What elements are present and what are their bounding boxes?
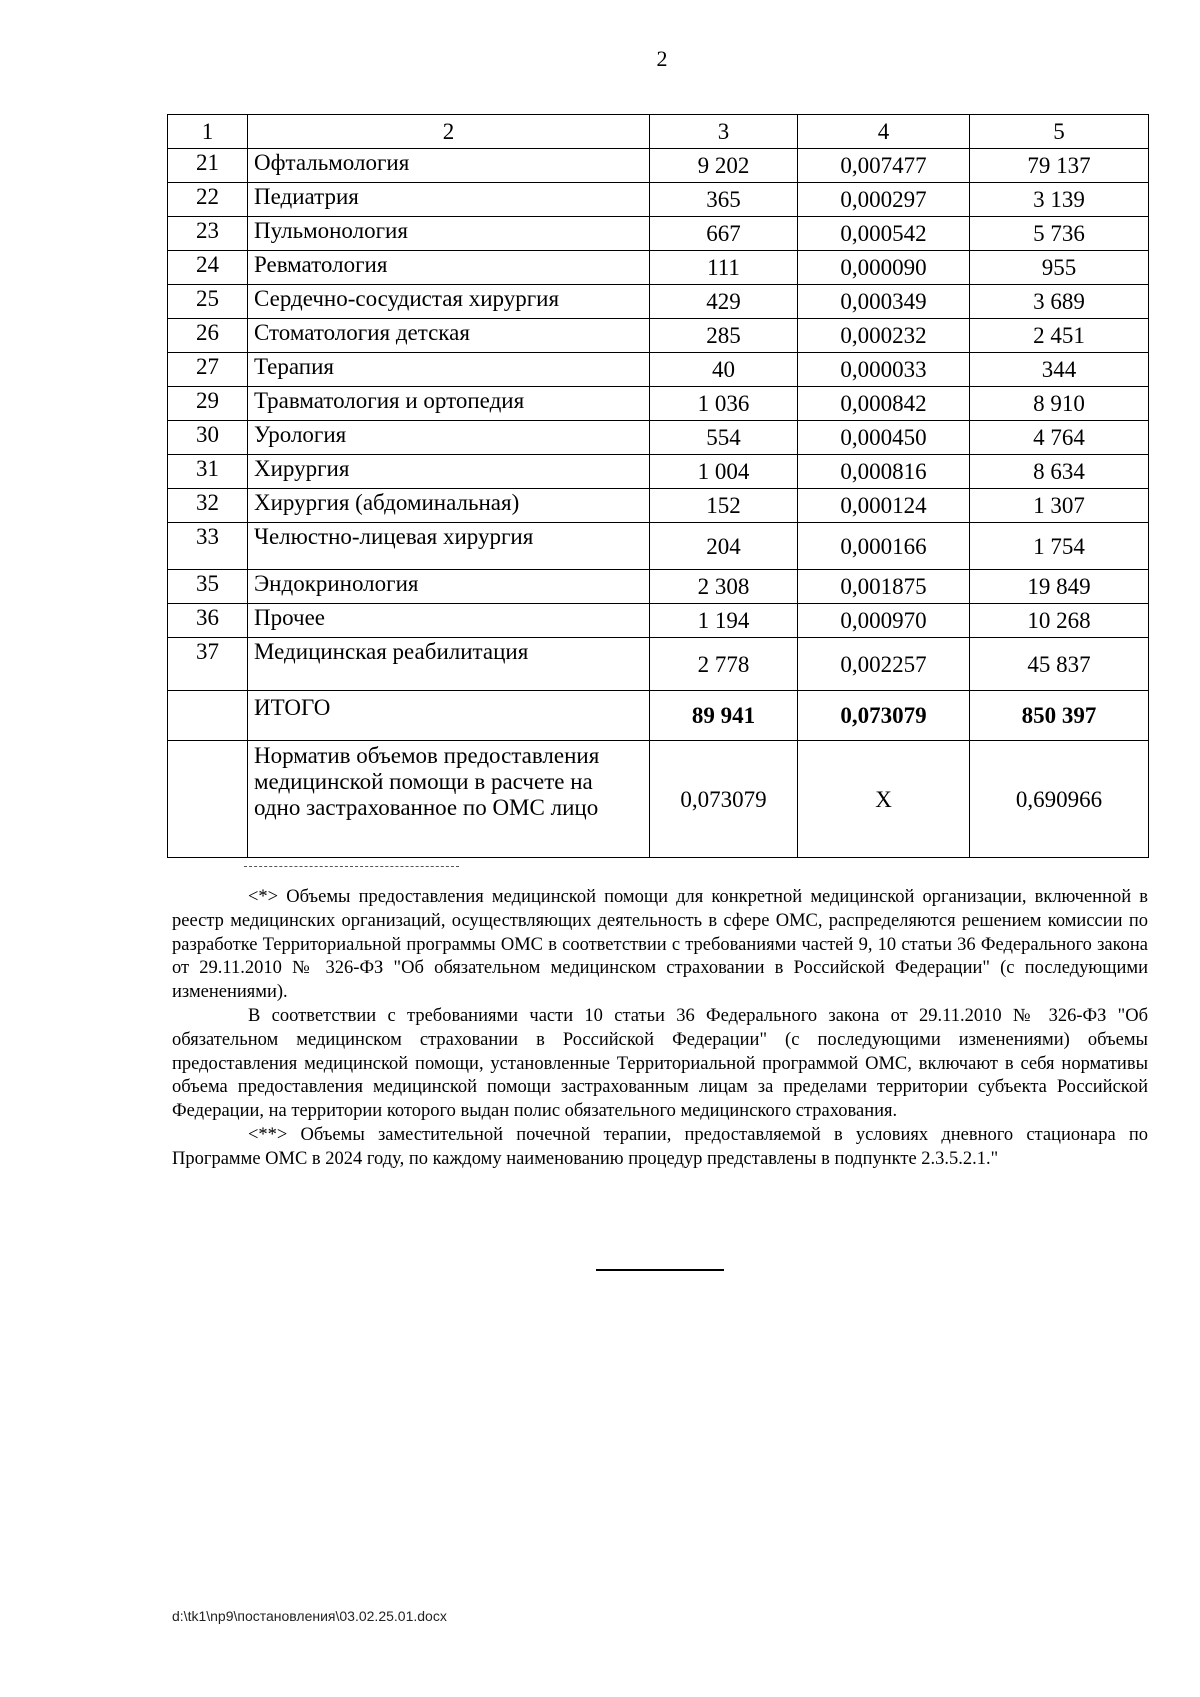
row-number: 33 — [168, 523, 248, 570]
row-col3: 429 — [650, 285, 798, 319]
row-name: Медицинская реабилитация — [248, 638, 650, 691]
table-row — [168, 285, 1149, 319]
row-col5: 10 268 — [970, 604, 1149, 638]
row-name: Травматология и ортопедия — [248, 387, 650, 421]
header-cell: 3 — [650, 115, 798, 149]
row-col4: 0,007477 — [798, 149, 970, 183]
row-col5: 8 910 — [970, 387, 1149, 421]
norm-row — [168, 741, 1149, 858]
row-col3: 111 — [650, 251, 798, 285]
page-number: 2 — [656, 46, 668, 71]
row-col4: 0,000816 — [798, 455, 970, 489]
row-number: 30 — [168, 421, 248, 455]
row-col4: 0,002257 — [798, 638, 970, 691]
row-number: 31 — [168, 455, 248, 489]
table-row — [168, 251, 1149, 285]
total-row — [168, 691, 1149, 741]
row-col3: 1 194 — [650, 604, 798, 638]
total-col3: 89 941 — [650, 691, 798, 741]
row-name: Педиатрия — [248, 183, 650, 217]
table-row — [168, 319, 1149, 353]
row-number: 27 — [168, 353, 248, 387]
row-col5: 8 634 — [970, 455, 1149, 489]
row-name: Эндокринология — [248, 570, 650, 604]
total-col4: 0,073079 — [798, 691, 970, 741]
row-number: 37 — [168, 638, 248, 691]
row-col5: 5 736 — [970, 217, 1149, 251]
total-number-cell — [168, 691, 248, 741]
row-col5: 955 — [970, 251, 1149, 285]
row-col4: 0,000124 — [798, 489, 970, 523]
norm-label: Норматив объемов предоставления медицинской помощи в расчете на одно застрахованное по ОМС лицо — [248, 741, 650, 858]
row-col5: 19 849 — [970, 570, 1149, 604]
row-number: 22 — [168, 183, 248, 217]
row-col5: 2 451 — [970, 319, 1149, 353]
header-cell: 5 — [970, 115, 1149, 149]
row-name: Ревматология — [248, 251, 650, 285]
row-col3: 2 308 — [650, 570, 798, 604]
row-col5: 79 137 — [970, 149, 1149, 183]
table-row — [168, 489, 1149, 523]
row-col3: 667 — [650, 217, 798, 251]
footnotes — [172, 886, 1148, 1172]
row-col5: 344 — [970, 353, 1149, 387]
norm-col3: 0,073079 — [650, 741, 798, 858]
row-name: Прочее — [248, 604, 650, 638]
row-col4: 0,000297 — [798, 183, 970, 217]
row-col3: 1 004 — [650, 455, 798, 489]
row-col4: 0,000232 — [798, 319, 970, 353]
table-row — [168, 455, 1149, 489]
table-row — [168, 183, 1149, 217]
row-col4: 0,000450 — [798, 421, 970, 455]
total-label: ИТОГО — [248, 691, 650, 741]
row-col4: 0,000166 — [798, 523, 970, 570]
row-number: 24 — [168, 251, 248, 285]
table-row — [168, 149, 1149, 183]
row-name: Челюстно-лицевая хирургия — [248, 523, 650, 570]
row-number: 25 — [168, 285, 248, 319]
footnote-1: <*> Объемы предоставления медицинской помощи для конкретной медицинской организации, включенной в реестр медицинских организаций, осуществляющих деятельность в сфере ОМС, распределяются решением комиссии по разработке Территориальной программы ОМС в соответствии с требованиями частей 9, 10 статьи 36 Федерального закона от 29.11.2010 № 326-ФЗ "Об обязательном медицинском страховании в Российской Федерации" (с последующими изменениями). — [172, 887, 1148, 1003]
row-col3: 40 — [650, 353, 798, 387]
table-header-row — [168, 115, 1149, 149]
footnote-3: <**> Объемы заместительной почечной терапии, предоставляемой в условиях дневного стационара по Программе ОМС в 2024 году, по каждому наименованию процедур представлены в подпункте 2.3.5.2.1." — [172, 1124, 1148, 1169]
row-name: Хирургия — [248, 455, 650, 489]
norm-col5: 0,690966 — [970, 741, 1149, 858]
volumes-table — [167, 114, 1149, 858]
row-col5: 1 754 — [970, 523, 1149, 570]
table-row — [168, 523, 1149, 570]
table-row — [168, 353, 1149, 387]
row-number: 35 — [168, 570, 248, 604]
row-col4: 0,000970 — [798, 604, 970, 638]
table-row — [168, 604, 1149, 638]
row-number: 29 — [168, 387, 248, 421]
row-col3: 365 — [650, 183, 798, 217]
row-name: Пульмонология — [248, 217, 650, 251]
row-col3: 204 — [650, 523, 798, 570]
row-number: 32 — [168, 489, 248, 523]
row-col3: 152 — [650, 489, 798, 523]
row-col3: 554 — [650, 421, 798, 455]
table-row — [168, 387, 1149, 421]
table-row — [168, 421, 1149, 455]
row-col5: 3 139 — [970, 183, 1149, 217]
row-col5: 1 307 — [970, 489, 1149, 523]
row-name: Урология — [248, 421, 650, 455]
file-path: d:\tk1\np9\постановления\03.02.25.01.docx — [172, 1608, 447, 1624]
table-row — [168, 217, 1149, 251]
row-col5: 4 764 — [970, 421, 1149, 455]
row-col5: 45 837 — [970, 638, 1149, 691]
row-name: Офтальмология — [248, 149, 650, 183]
footnote-2: В соответствии с требованиями части 10 статьи 36 Федерального закона от 29.11.2010 № 326-ФЗ "Об обязательном медицинском страховании в Российской Федерации" (с последующими изменениями) объемы предоставления медицинской помощи, установленные Территориальной программой ОМС, включают в себя нормативы объема предоставления медицинской помощи застрахованным лицам за пределами территории субъекта Российской Федерации, на территории которого выдан полис обязательного медицинского страхования. — [172, 1005, 1148, 1122]
row-number: 26 — [168, 319, 248, 353]
row-col3: 9 202 — [650, 149, 798, 183]
row-col4: 0,000349 — [798, 285, 970, 319]
header-cell: 1 — [168, 115, 248, 149]
row-col3: 285 — [650, 319, 798, 353]
header-cell: 4 — [798, 115, 970, 149]
row-number: 21 — [168, 149, 248, 183]
norm-number-cell — [168, 741, 248, 858]
footnote-separator — [244, 866, 459, 867]
row-name: Сердечно-сосудистая хирургия — [248, 285, 650, 319]
header-cell: 2 — [248, 115, 650, 149]
table-row — [168, 570, 1149, 604]
row-name: Стоматология детская — [248, 319, 650, 353]
row-col4: 0,000033 — [798, 353, 970, 387]
row-number: 23 — [168, 217, 248, 251]
total-col5: 850 397 — [970, 691, 1149, 741]
row-col3: 1 036 — [650, 387, 798, 421]
row-name: Терапия — [248, 353, 650, 387]
row-col4: 0,000842 — [798, 387, 970, 421]
table-row — [168, 638, 1149, 691]
norm-col4: Х — [798, 741, 970, 858]
row-col3: 2 778 — [650, 638, 798, 691]
row-name: Хирургия (абдоминальная) — [248, 489, 650, 523]
row-col4: 0,000542 — [798, 217, 970, 251]
row-col4: 0,001875 — [798, 570, 970, 604]
row-number: 36 — [168, 604, 248, 638]
row-col5: 3 689 — [970, 285, 1149, 319]
end-rule — [596, 1269, 724, 1271]
row-col4: 0,000090 — [798, 251, 970, 285]
